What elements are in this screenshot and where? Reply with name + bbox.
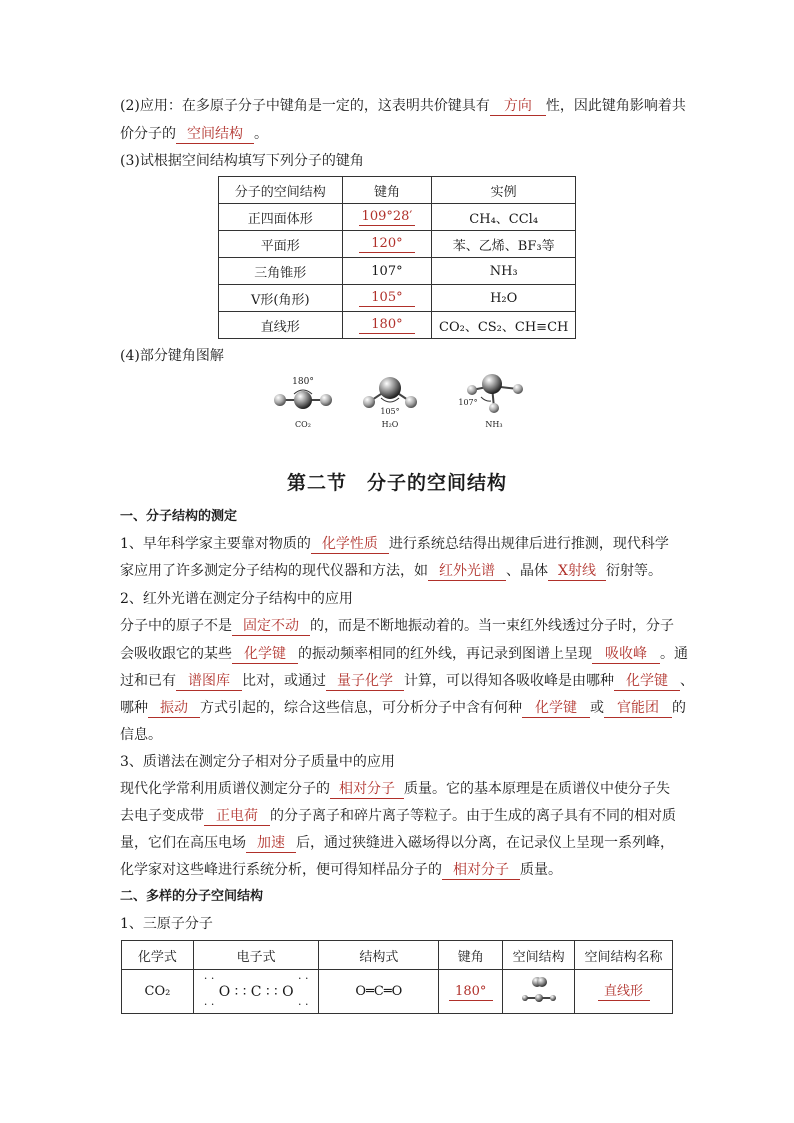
oxygen-atom <box>320 394 332 406</box>
answer-blank: 105° <box>359 289 415 307</box>
answer-blank: 180° <box>359 316 415 334</box>
nitrogen-atom <box>482 374 502 394</box>
text: 质量。它的基本原理是在质谱仪中使分子失 <box>404 781 670 797</box>
answer-blank: 空间结构 <box>176 126 254 144</box>
paragraph-3-cont <box>120 833 674 853</box>
heading-structure-measurement: 一、分子结构的测定 <box>120 509 238 524</box>
paragraph-fill-angles: (3)试根据空间结构填写下列分子的键角 <box>120 153 364 169</box>
co2-label: CO₂ <box>295 420 311 429</box>
example-cell: H₂O <box>432 285 576 312</box>
answer-blank: 加速 <box>246 835 296 853</box>
angle-cell: 107° <box>342 258 432 285</box>
answer-blank: 相对分子 <box>330 781 404 799</box>
bond-angle-table <box>218 176 576 339</box>
subheading-triatomic: 1、三原子分子 <box>120 916 213 932</box>
text: 比对，或通过 <box>242 673 326 689</box>
paragraph-application-cont <box>120 124 268 144</box>
shape-name-cell <box>575 970 673 1014</box>
text: 的分子离子和碎片离子等粒子。由于生成的离子具有不同的相对质 <box>270 808 676 824</box>
table-row <box>219 231 576 258</box>
paragraph-2-cont <box>120 698 686 718</box>
oxygen-atom <box>379 377 401 399</box>
example-cell: NH₃ <box>432 258 576 285</box>
lone-pair-dots-bottom: · · · · <box>203 998 309 1011</box>
structural-formula-cell: O═C═O <box>319 970 439 1014</box>
h2o-angle-label: 105° <box>380 407 400 416</box>
angle-cell <box>342 231 432 258</box>
co2-angle-label: 180° <box>292 377 314 387</box>
paragraph-figure-caption: (4)部分键角图解 <box>120 348 224 364</box>
text: 或 <box>590 700 604 716</box>
section-title: 第二节 分子的空间结构 <box>286 472 507 494</box>
text: 质量。 <box>520 862 562 878</box>
nh3-angle-label: 107° <box>458 398 478 407</box>
paragraph-2-cont <box>120 644 688 664</box>
lone-pair-dots-top: · · · · <box>203 972 309 985</box>
header-cell: 结构式 <box>319 941 439 970</box>
table-header-row <box>122 941 673 970</box>
shape-cell: 平面形 <box>219 231 343 258</box>
shape-cell: 直线形 <box>219 312 343 339</box>
hydrogen-atom <box>467 385 477 395</box>
hydrogen-atom <box>363 396 375 408</box>
hydrogen-atom <box>489 403 499 413</box>
header-cell: 实例 <box>432 177 576 204</box>
text: 化学家对这些峰进行系统分析，便可得知样品分子的 <box>120 862 442 878</box>
text: 过和已有 <box>120 673 176 689</box>
table-row <box>122 970 673 1014</box>
answer-blank: 化学键 <box>522 700 590 718</box>
angle-cell <box>342 204 432 231</box>
carbon-atom <box>294 391 312 409</box>
text: 的振动频率相同的红外线，再记录到图谱上呈现 <box>298 646 592 662</box>
answer-blank: 振动 <box>148 700 200 718</box>
triatomic-table <box>121 940 673 1014</box>
electron-formula-cell <box>193 970 319 1014</box>
text: 进行系统总结得出规律后进行推测，现代科学 <box>388 536 669 552</box>
subheading-mass-spectrometry: 3、质谱法在测定分子相对分子质量中的应用 <box>120 754 395 770</box>
text: 现代化学常利用质谱仪测定分子的 <box>120 781 330 797</box>
table-row <box>219 285 576 312</box>
text: 方式引起的，综合这些信息，可分析分子中含有何种 <box>200 700 522 716</box>
answer-blank: 固定不动 <box>232 618 310 636</box>
answer-blank: 官能团 <box>604 700 672 718</box>
answer-blank: 化学键 <box>614 673 680 691</box>
oxygen-atom <box>274 394 286 406</box>
text: (2)应用：在多原子分子中键角是一定的，这表明共价键具有 <box>120 98 490 114</box>
answer-blank: 谱图库 <box>176 673 242 691</box>
answer-blank: 109°28′ <box>359 208 415 226</box>
example-cell: CO₂、CS₂、CH≡CH <box>432 312 576 339</box>
paragraph-2 <box>120 616 674 636</box>
paragraph-3 <box>120 779 670 799</box>
subheading-infrared: 2、红外光谱在测定分子结构中的应用 <box>120 591 353 607</box>
nh3-model <box>458 374 523 429</box>
text: 家应用了许多测定分子结构的现代仪器和方法，如 <box>120 563 428 579</box>
angle-cell <box>342 285 432 312</box>
hydrogen-atom <box>513 384 523 394</box>
paragraph-3-cont <box>120 806 676 826</box>
text: 会吸收跟它的某些 <box>120 646 232 662</box>
text: 衍射等。 <box>606 563 662 579</box>
text: 的，而是不断地振动着的。当一束红外线透过分子时，分子 <box>310 618 674 634</box>
heading-diverse-structures: 二、多样的分子空间结构 <box>120 889 264 904</box>
example-cell: 苯、乙烯、BF₃等 <box>432 231 576 258</box>
table-row <box>219 204 576 231</box>
answer-blank: 正电荷 <box>204 808 270 826</box>
answer-blank: 方向 <box>490 98 546 116</box>
table-header-row <box>219 177 576 204</box>
shape-cell: 正四面体形 <box>219 204 343 231</box>
answer-blank: 吸收峰 <box>592 646 660 664</box>
header-cell: 分子的空间结构 <box>219 177 343 204</box>
text: 去电子变成带 <box>120 808 204 824</box>
header-cell: 化学式 <box>122 941 194 970</box>
answer-blank: 相对分子 <box>442 862 520 880</box>
paragraph-2-cont: 信息。 <box>120 727 162 743</box>
answer-blank: 直线形 <box>598 983 650 1001</box>
angle-cell <box>342 312 432 339</box>
text: 分子中的原子不是 <box>120 618 232 634</box>
table-row <box>219 312 576 339</box>
answer-blank: 180° <box>449 983 493 1001</box>
answer-blank: 120° <box>359 235 415 253</box>
spatial-structure-cell <box>503 970 575 1014</box>
text: 量，它们在高压电场 <box>120 835 246 851</box>
header-cell: 键角 <box>439 941 503 970</box>
header-cell: 空间结构 <box>503 941 575 970</box>
answer-blank: 红外光谱 <box>428 563 506 581</box>
paragraph-1-cont <box>120 561 662 581</box>
electron-formula: O ∶ ∶ C ∶ ∶ O <box>218 983 294 1000</box>
text: 的 <box>672 700 686 716</box>
h2o-model <box>363 377 417 429</box>
formula-cell: CO₂ <box>122 970 194 1014</box>
answer-blank: 化学键 <box>232 646 298 664</box>
h2o-label: H₂O <box>381 420 399 429</box>
paragraph-application <box>120 96 686 116</box>
paragraph-2-cont <box>120 671 694 691</box>
text: 性，因此键角影响着共 <box>545 98 686 114</box>
answer-blank: 量子化学 <box>326 673 404 691</box>
answer-blank: X射线 <box>548 563 606 581</box>
text: 。通 <box>660 646 688 662</box>
text: 后，通过狭缝进入磁场得以分离，在记录仪上呈现一系列峰， <box>296 835 674 851</box>
shape-cell: 三角锥形 <box>219 258 343 285</box>
hydrogen-atom <box>405 396 417 408</box>
nh3-label: NH₃ <box>485 420 503 429</box>
table-row <box>219 258 576 285</box>
text: 。 <box>254 126 268 142</box>
example-cell: CH₄、CCl₄ <box>432 204 576 231</box>
paragraph-3-cont <box>120 860 562 880</box>
paragraph-1 <box>120 534 669 554</box>
text: 、 <box>680 673 694 689</box>
shape-cell: V形(角形) <box>219 285 343 312</box>
angle-cell <box>439 970 503 1014</box>
header-cell: 键角 <box>342 177 432 204</box>
bond-angle-figure <box>260 370 540 438</box>
co2-model <box>274 377 332 429</box>
header-cell: 电子式 <box>193 941 319 970</box>
co2-linear-model-icon <box>516 973 562 1007</box>
text: 、晶体 <box>506 563 548 579</box>
text: 计算，可以得知各吸收峰是由哪种 <box>404 673 614 689</box>
text: 1、早年科学家主要靠对物质的 <box>120 536 311 552</box>
header-cell: 空间结构名称 <box>575 941 673 970</box>
text: 哪种 <box>120 700 148 716</box>
answer-blank: 化学性质 <box>311 536 389 554</box>
text: 价分子的 <box>120 126 176 142</box>
